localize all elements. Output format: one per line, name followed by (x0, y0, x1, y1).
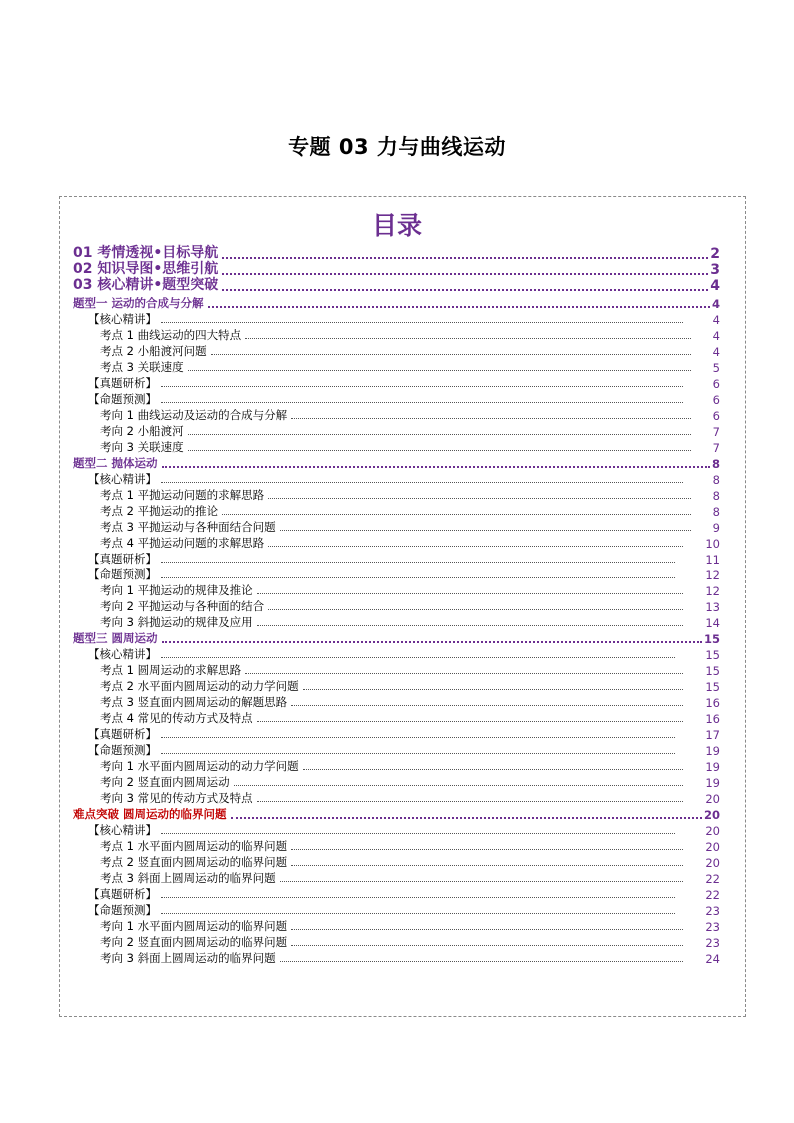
toc-entry[interactable] (100, 503, 720, 519)
toc-entry[interactable] (100, 439, 720, 455)
toc-leader-dots (257, 593, 684, 594)
toc-entry-label: 【核心精讲】 (88, 823, 157, 837)
toc-entry-label: 【命题预测】 (88, 903, 157, 917)
toc-entry[interactable] (100, 598, 720, 614)
toc-entry-page: 15 (703, 632, 720, 646)
toc-leader-dots (245, 338, 691, 339)
toc-entry[interactable] (88, 311, 720, 327)
toc-entry-page: 10 (705, 537, 720, 551)
toc-entry-label: 【真题研析】 (88, 552, 157, 566)
toc-entry[interactable] (100, 918, 720, 934)
toc-entry[interactable] (88, 902, 720, 918)
toc-entry-label: 考点 3 斜面上圆周运动的临界问题 (100, 871, 276, 885)
toc-entry-label: 考点 4 平抛运动问题的求解思路 (100, 536, 265, 550)
toc-entry-label: 难点突破 圆周运动的临界问题 (73, 807, 227, 821)
toc-entry-page: 4 (712, 313, 720, 327)
toc-entry[interactable] (100, 694, 720, 710)
toc-entry-page: 8 (712, 505, 720, 519)
toc-leader-dots (161, 753, 675, 754)
toc-leader-dots (291, 705, 683, 706)
toc-leader-dots (188, 370, 691, 371)
toc-leader-dots (303, 769, 684, 770)
toc-entry-label: 考向 1 水平面内圆周运动的动力学问题 (100, 759, 299, 773)
toc-leader-dots (162, 466, 710, 468)
toc-entry-label: 【核心精讲】 (88, 472, 157, 486)
toc-entry[interactable] (73, 630, 720, 646)
toc-leader-dots (188, 434, 691, 435)
toc-entry[interactable] (100, 535, 720, 551)
toc-leader-dots (268, 498, 691, 499)
toc-entry-label: 02 知识导图•思维引航 (73, 261, 219, 277)
toc-entry-label: 考向 1 平抛运动的规律及推论 (100, 583, 253, 597)
toc-entry-page: 6 (712, 409, 720, 423)
toc-entry-page: 22 (705, 872, 720, 886)
toc-entry-page: 13 (705, 600, 720, 614)
toc-leader-dots (257, 721, 684, 722)
toc-leader-dots (161, 482, 683, 483)
toc-entry-page: 16 (705, 696, 720, 710)
toc-entry-page: 4 (711, 297, 720, 311)
toc-entry-page: 8 (711, 457, 720, 471)
toc-entry-page: 24 (705, 952, 720, 966)
toc-entry-label: 考向 3 关联速度 (100, 440, 184, 454)
toc-entry-page: 16 (705, 712, 720, 726)
toc-entry-page: 4 (710, 278, 720, 294)
toc-entry[interactable] (88, 391, 720, 407)
toc-leader-dots (280, 881, 684, 882)
toc-entry-page: 6 (712, 377, 720, 391)
toc-entry[interactable] (88, 471, 720, 487)
toc-entry-label: 【核心精讲】 (88, 312, 157, 326)
toc-leader-dots (161, 386, 683, 387)
toc-entry[interactable] (100, 678, 720, 694)
toc-entry-page: 2 (710, 246, 720, 262)
toc-leader-dots (234, 785, 684, 786)
toc-entry-page: 12 (705, 584, 720, 598)
toc-entry-page: 20 (705, 792, 720, 806)
toc-entry-page: 4 (712, 329, 720, 343)
toc-entry-label: 考点 3 关联速度 (100, 360, 184, 374)
toc-leader-dots (245, 673, 683, 674)
toc-entry-label: 考点 1 平抛运动问题的求解思路 (100, 488, 265, 502)
toc-entry-label: 考向 2 竖直面内圆周运动的临界问题 (100, 935, 288, 949)
toc-entry-label: 考向 3 斜面上圆周运动的临界问题 (100, 951, 276, 965)
toc-entry[interactable] (100, 774, 720, 790)
toc-leader-dots (257, 801, 684, 802)
toc-leader-dots (291, 865, 683, 866)
toc-entry[interactable] (100, 407, 720, 423)
toc-entry-page: 8 (712, 473, 720, 487)
toc-entry[interactable] (88, 726, 720, 742)
toc-entry-page: 19 (705, 760, 720, 774)
toc-entry[interactable] (88, 646, 720, 662)
toc-leader-dots (257, 625, 684, 626)
toc-entry[interactable] (88, 375, 720, 391)
toc-entry-label: 【真题研析】 (88, 887, 157, 901)
toc-entry[interactable] (88, 551, 720, 567)
toc-leader-dots (161, 657, 675, 658)
toc-entry-label: 考向 3 常见的传动方式及特点 (100, 791, 253, 805)
toc-leader-dots (222, 289, 708, 291)
toc-leader-dots (161, 833, 675, 834)
toc-entry-page: 3 (710, 262, 720, 278)
toc-leader-dots (208, 306, 710, 308)
toc-leader-dots (161, 913, 675, 914)
toc-leader-dots (280, 530, 691, 531)
toc-entry-label: 考向 1 曲线运动及运动的合成与分解 (100, 408, 288, 422)
toc-entry[interactable] (100, 838, 720, 854)
toc-entry-label: 【命题预测】 (88, 392, 157, 406)
toc-entry[interactable] (100, 614, 720, 630)
toc-entry[interactable] (100, 423, 720, 439)
toc-heading: 目录 (371, 211, 422, 240)
toc-leader-dots (161, 737, 675, 738)
toc-entry[interactable] (100, 343, 720, 359)
toc-entry[interactable] (88, 822, 720, 838)
toc-leader-dots (280, 961, 684, 962)
toc-leader-dots (268, 546, 683, 547)
toc-entry-page: 7 (712, 441, 720, 455)
toc-entry-label: 考向 1 水平面内圆周运动的临界问题 (100, 919, 288, 933)
toc-leader-dots (222, 273, 708, 275)
toc-entry-label: 【真题研析】 (88, 376, 157, 390)
toc-entry[interactable] (73, 455, 720, 471)
toc-entry-label: 【核心精讲】 (88, 647, 157, 661)
toc-entry[interactable] (88, 886, 720, 902)
toc-entry-label: 题型一 运动的合成与分解 (73, 296, 204, 310)
toc-entry-label: 考点 2 竖直面内圆周运动的临界问题 (100, 855, 288, 869)
toc-entry-page: 20 (705, 824, 720, 838)
toc-entry-label: 01 考情透视•目标导航 (73, 245, 219, 261)
toc-entry-page: 15 (705, 680, 720, 694)
toc-entry[interactable] (73, 295, 720, 311)
toc-entry-page: 11 (705, 553, 720, 567)
toc-entry-page: 7 (712, 425, 720, 439)
toc-leader-dots (161, 897, 675, 898)
toc-leader-dots (222, 514, 691, 515)
toc-leader-dots (162, 641, 702, 643)
toc-leader-dots (222, 257, 708, 259)
toc-entry-label: 考点 3 平抛运动与各种面结合问题 (100, 520, 276, 534)
toc-entry[interactable] (100, 934, 720, 950)
toc-entry-page: 9 (712, 521, 720, 535)
toc-entry-page: 19 (705, 744, 720, 758)
toc-leader-dots (291, 929, 683, 930)
toc-entry[interactable] (100, 662, 720, 678)
toc-entry-label: 考点 1 水平面内圆周运动的临界问题 (100, 839, 288, 853)
toc-leader-dots (231, 817, 702, 819)
toc-leader-dots (161, 402, 683, 403)
toc-entry-label: 03 核心精讲•题型突破 (73, 277, 219, 293)
toc-leader-dots (268, 609, 683, 610)
toc-entry[interactable] (100, 359, 720, 375)
toc-entry-page: 5 (712, 361, 720, 375)
toc-entry-label: 考向 2 小船渡河 (100, 424, 184, 438)
toc-leader-dots (188, 450, 691, 451)
toc-entry-page: 12 (705, 568, 720, 582)
toc-entry[interactable] (100, 950, 720, 966)
toc-entry-page: 8 (712, 489, 720, 503)
toc-entry[interactable] (100, 870, 720, 886)
toc-leader-dots (161, 322, 683, 323)
toc-entry-label: 考点 2 小船渡河问题 (100, 344, 207, 358)
toc-entry-page: 4 (712, 345, 720, 359)
toc-entry-label: 考点 3 竖直面内圆周运动的解题思路 (100, 695, 288, 709)
toc-leader-dots (291, 945, 683, 946)
toc-entry-label: 考点 4 常见的传动方式及特点 (100, 711, 253, 725)
toc-entry-label: 【命题预测】 (88, 567, 157, 581)
toc-entry-label: 【命题预测】 (88, 743, 157, 757)
toc-entry-page: 17 (705, 728, 720, 742)
toc-entry-label: 考向 2 平抛运动与各种面的结合 (100, 599, 265, 613)
toc-entry[interactable] (73, 806, 720, 822)
toc-entry-page: 6 (712, 393, 720, 407)
toc-entry-page: 15 (705, 648, 720, 662)
toc-entry[interactable] (100, 758, 720, 774)
toc-entry-page: 23 (705, 936, 720, 950)
toc-leader-dots (291, 418, 691, 419)
toc-entry-label: 考点 2 水平面内圆周运动的动力学问题 (100, 679, 299, 693)
toc-leader-dots (291, 849, 683, 850)
toc-entry[interactable] (100, 327, 720, 343)
toc-entry-page: 20 (705, 840, 720, 854)
toc-entry-label: 考向 2 竖直面内圆周运动 (100, 775, 230, 789)
toc-entry-page: 23 (705, 920, 720, 934)
toc-entry-label: 题型三 圆周运动 (73, 631, 158, 645)
toc-entry-page: 15 (705, 664, 720, 678)
toc-entry-label: 考点 1 曲线运动的四大特点 (100, 328, 242, 342)
toc-entry-page: 23 (705, 904, 720, 918)
toc-entry-label: 考点 1 圆周运动的求解思路 (100, 663, 242, 677)
toc-leader-dots (161, 562, 675, 563)
document-title: 专题 03 力与曲线运动 (288, 135, 506, 159)
toc-entry-label: 题型二 抛体运动 (73, 456, 158, 470)
toc-entry[interactable] (100, 487, 720, 503)
toc-entry[interactable] (88, 566, 720, 582)
toc-leader-dots (303, 689, 684, 690)
toc-leader-dots (211, 354, 691, 355)
toc-entry-page: 22 (705, 888, 720, 902)
toc-entry[interactable] (100, 854, 720, 870)
toc-entry-label: 考点 2 平抛运动的推论 (100, 504, 219, 518)
toc-entry[interactable] (73, 277, 720, 294)
toc-entry[interactable] (100, 519, 720, 535)
toc-entry[interactable] (100, 710, 720, 726)
toc-entry[interactable] (88, 742, 720, 758)
toc-entry-label: 考向 3 斜抛运动的规律及应用 (100, 615, 253, 629)
toc-entry-label: 【真题研析】 (88, 727, 157, 741)
toc-entry-page: 20 (703, 808, 720, 822)
toc-entry[interactable] (100, 790, 720, 806)
toc-leader-dots (161, 577, 675, 578)
toc-entry-page: 19 (705, 776, 720, 790)
toc-entry[interactable] (100, 582, 720, 598)
toc-entry-page: 14 (705, 616, 720, 630)
toc-entry-page: 20 (705, 856, 720, 870)
